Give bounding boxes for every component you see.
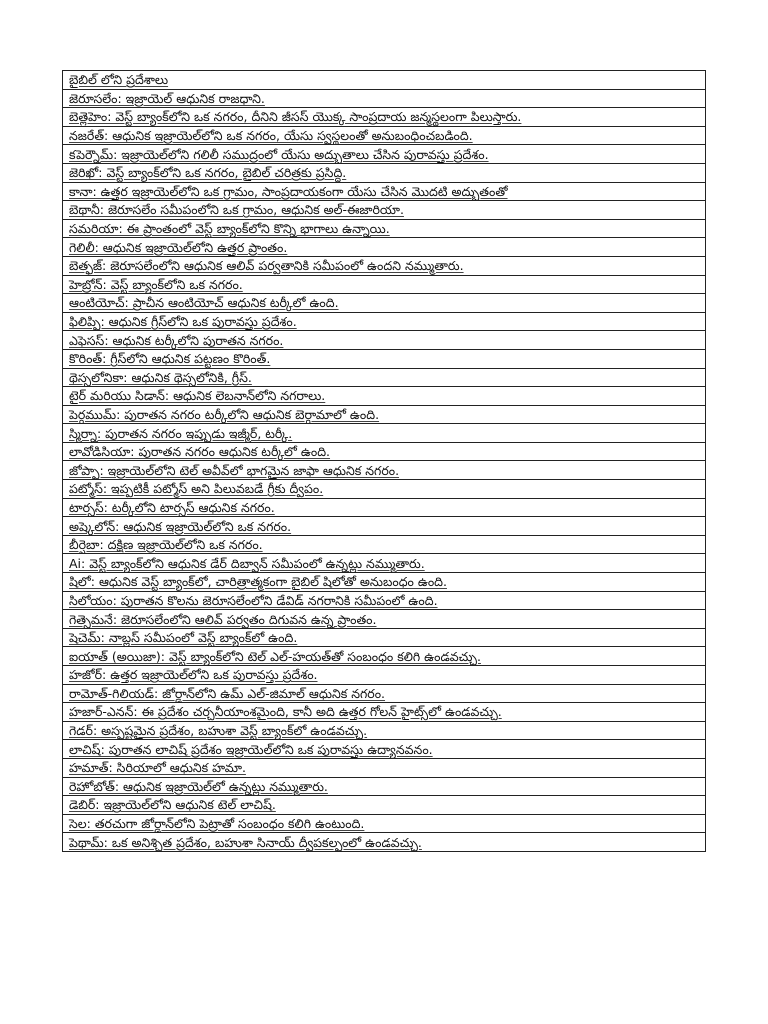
table-row (63, 349, 706, 368)
table-cell: పెర్గముమ్: పురాతన నగరం టర్కీలోని ఆధునిక బెర్గామాలో ఉంది. (63, 405, 706, 424)
table-cell: ఫిలిప్పి: ఆధునిక గ్రీస్‌లోని ఒక పురావస్తు ప్రదేశం. (63, 312, 706, 331)
table-cell: బెత్ఫజ్: జెరూసలేంలోని ఆధునిక ఆలివ్ పర్వతానికి సమీపంలో ఉందని నమ్ముతారు. (63, 256, 706, 275)
table-cell: గెడర్: అస్పష్టమైన ప్రదేశం, బహుశా వెస్ట్ బ్యాంక్‌లో ఉండవచ్చు. (63, 721, 706, 740)
table-row (63, 238, 706, 257)
table-row (63, 368, 706, 387)
table-row (63, 796, 706, 815)
table-row (63, 182, 706, 201)
table-row (63, 108, 706, 127)
table-row (63, 721, 706, 740)
table-cell: హజార్-ఎనన్: ఈ ప్రదేశం చర్చనీయాంశమైంది, కానీ అది ఉత్తర గోలన్ హైట్స్‌లో ఉండవచ్చు. (63, 703, 706, 722)
table-row (63, 777, 706, 796)
table-row (63, 312, 706, 331)
table-cell: ఐయాత్ (అయిజా): వెస్ట్ బ్యాంక్‌లోని టెల్ ఎల్-హయత్‌తో సంబంధం కలిగి ఉండవచ్చు. (63, 647, 706, 666)
table-cell: జెరిఖో: వెస్ట్ బ్యాంక్‌లోని ఒక నగరం, బైబిల్ చరిత్రకు ప్రసిద్ధి. (63, 163, 706, 182)
table-row (63, 833, 706, 852)
table-cell: పెథామ్: ఒక అనిశ్చిత ప్రదేశం, బహుశా సినాయ్ ద్వీపకల్పంలో ఉండవచ్చు. (63, 833, 706, 852)
table-cell: లాచిష్: పురాతన లాచిష్ ప్రదేశం ఇజ్రాయెల్‌లోని ఒక పురావస్తు ఉద్యానవనం. (63, 740, 706, 759)
table-row (63, 647, 706, 666)
table-row (63, 498, 706, 517)
table-row (63, 554, 706, 573)
table-row (63, 666, 706, 685)
table-row (63, 610, 706, 629)
table-row (63, 424, 706, 443)
table-cell: సమరియా: ఈ ప్రాంతంలో వెస్ట్ బ్యాంక్‌లోని కొన్ని భాగాలు ఉన్నాయి. (63, 219, 706, 238)
table-cell: థెస్సలోనికా: ఆధునిక థెస్సలోనికి, గ్రీస్. (63, 368, 706, 387)
table-cell: జెరూసలేం: ఇజ్రాయెల్ ఆధునిక రాజధాని. (63, 89, 706, 108)
table-row (63, 294, 706, 313)
table-cell: స్మిర్నా: పురాతన నగరం ఇప్పుడు ఇజ్మీర్, టర్కీ. (63, 424, 706, 443)
table-row (63, 89, 706, 108)
places-table-body (63, 71, 706, 852)
places-table (62, 70, 706, 852)
table-row (63, 628, 706, 647)
table-row (63, 535, 706, 554)
table-cell: గెత్సెమనే: జెరూసలేంలోని ఆలివ్ పర్వతం దిగువన ఉన్న ప్రాంతం. (63, 610, 706, 629)
table-cell: రామోత్-గిలియడ్: జోర్డాన్‌లోని ఉమ్ ఎల్-జిమాల్ ఆధునిక నగరం. (63, 684, 706, 703)
table-cell: బీర్షెబా: దక్షిణ ఇజ్రాయెల్‌లోని ఒక నగరం. (63, 535, 706, 554)
table-row (63, 275, 706, 294)
table-cell: షిలో: ఆధునిక వెస్ట్ బ్యాంక్‌లో, చారిత్రాత్మకంగా బైబిల్ షిలోతో అనుబంధం ఉంది. (63, 573, 706, 592)
table-row (63, 573, 706, 592)
table-row (63, 461, 706, 480)
table-row (63, 256, 706, 275)
table-row (63, 201, 706, 220)
table-cell: సెల: తరచుగా జోర్డాన్‌లోని పెట్రాతో సంబంధం కలిగి ఉంటుంది. (63, 814, 706, 833)
table-row (63, 145, 706, 164)
table-cell: జోప్పా: ఇజ్రాయెల్‌లోని టెల్ అవీవ్‌లో భాగమైన జాఫా ఆధునిక నగరం. (63, 461, 706, 480)
table-row (63, 591, 706, 610)
table-row (63, 684, 706, 703)
table-row (63, 387, 706, 406)
document-page (62, 70, 706, 852)
table-cell: హమాత్: సిరియాలో ఆధునిక హమా. (63, 758, 706, 777)
table-row (63, 219, 706, 238)
table-cell: టైర్ మరియు సిడాన్: ఆధునిక లెబనాన్‌లోని నగరాలు. (63, 387, 706, 406)
table-cell: నజరేత్: ఆధునిక ఇజ్రాయెల్‌లోని ఒక నగరం, యేసు స్వస్థలంతో అనుబంధించబడింది. (63, 126, 706, 145)
table-row (63, 740, 706, 759)
table-row (63, 442, 706, 461)
table-header-row (63, 71, 706, 90)
table-cell: కొరింత్: గ్రీస్‌లోని ఆధునిక పట్టణం కొరింత్. (63, 349, 706, 368)
table-cell: హజోర్: ఉత్తర ఇజ్రాయెల్‌లోని ఒక పురావస్తు ప్రదేశం. (63, 666, 706, 685)
table-cell: లావోడిసియా: పురాతన నగరం ఆధునిక టర్కీలో ఉంది. (63, 442, 706, 461)
table-cell: బెత్లెహెం: వెస్ట్ బ్యాంక్‌లోని ఒక నగరం, దీనిని జీసస్ యొక్క సాంప్రదాయ జన్మస్థలంగా పిలుస్తారు. (63, 108, 706, 127)
table-cell: రెహోబోత్: ఆధునిక ఇజ్రాయెల్‌లో ఉన్నట్లు నమ్ముతారు. (63, 777, 706, 796)
table-row (63, 331, 706, 350)
table-cell: టార్సస్: టర్కీలోని టార్సస్ ఆధునిక నగరం. (63, 498, 706, 517)
table-cell: ఎఫెసస్: ఆధునిక టర్కీలోని పురాతన నగరం. (63, 331, 706, 350)
table-row (63, 480, 706, 499)
table-cell: షెచెమ్: నాబ్లస్ సమీపంలో వెస్ట్ బ్యాంక్‌లో ఉంది. (63, 628, 706, 647)
table-cell: బెథానీ: జెరూసలేం సమీపంలోని ఒక గ్రామం, ఆధునిక అల్-ఈజారియా. (63, 201, 706, 220)
table-row (63, 814, 706, 833)
table-row (63, 703, 706, 722)
table-row (63, 126, 706, 145)
table-cell: గెలిలీ: ఆధునిక ఇజ్రాయెల్‌లోని ఉత్తర ప్రాంతం. (63, 238, 706, 257)
table-cell: హెబ్రోన్: వెస్ట్ బ్యాంక్‌లోని ఒక నగరం. (63, 275, 706, 294)
table-row (63, 517, 706, 536)
table-row (63, 758, 706, 777)
table-cell: డెబిర్: ఇజ్రాయెల్‌లోని ఆధునిక టెల్ లాచిష్. (63, 796, 706, 815)
table-cell: సిలోయం: పురాతన కొలను జెరూసలేంలోని డేవిడ్ నగరానికి సమీపంలో ఉంది. (63, 591, 706, 610)
table-cell: కపెర్నౌమ్: ఇజ్రాయెల్‌లోని గలిలీ సముద్రంలో యేసు అద్భుతాలు చేసిన పురావస్తు ప్రదేశం. (63, 145, 706, 164)
table-cell: కానా: ఉత్తర ఇజ్రాయెల్‌లోని ఒక గ్రామం, సాంప్రదాయకంగా యేసు చేసిన మొదటి అద్భుతంతో (63, 182, 706, 201)
table-cell: ఆంటియోచ్: ప్రాచీన ఆంటియోచ్ ఆధునిక టర్కీలో ఉంది. (63, 294, 706, 313)
table-cell: Ai: వెస్ట్ బ్యాంక్‌లోని ఆధునిక డేర్ దిబ్వాన్ సమీపంలో ఉన్నట్లు నమ్ముతారు. (63, 554, 706, 573)
table-row (63, 163, 706, 182)
table-cell: పట్మోస్: ఇప్పటికీ పట్మోస్ అని పిలువబడే గ్రీకు ద్వీపం. (63, 480, 706, 499)
table-cell: అష్కెలోన్: ఆధునిక ఇజ్రాయెల్‌లోని ఒక నగరం. (63, 517, 706, 536)
table-title-cell: బైబిల్ లోని ప్రదేశాలు (63, 71, 706, 90)
table-row (63, 405, 706, 424)
